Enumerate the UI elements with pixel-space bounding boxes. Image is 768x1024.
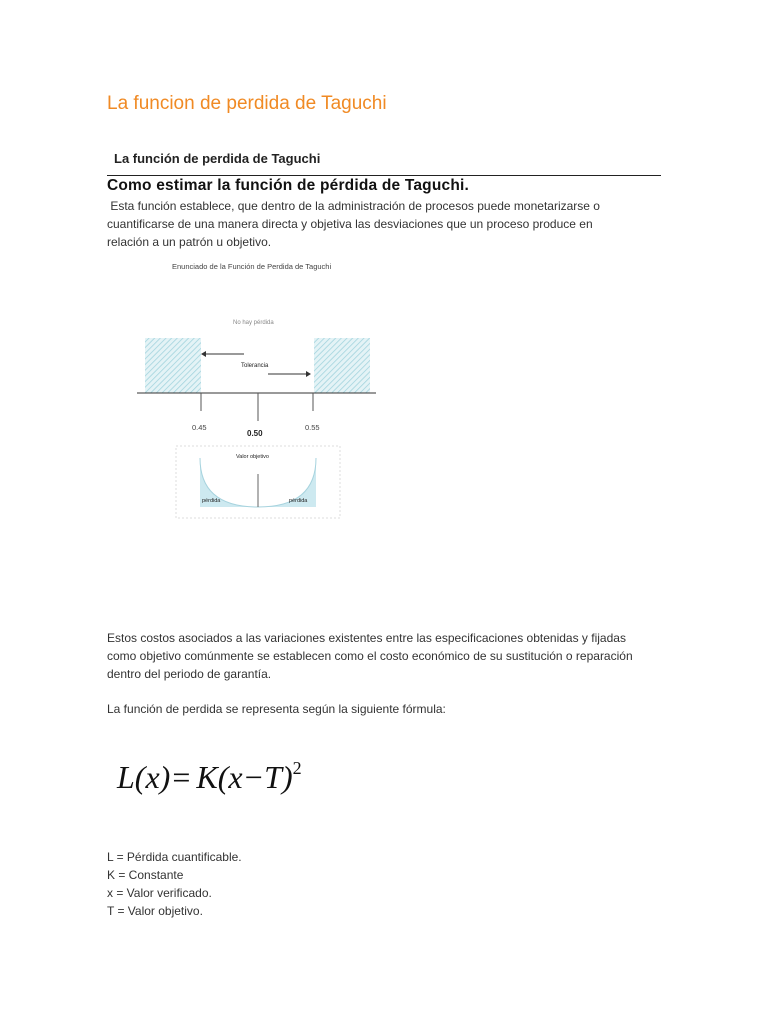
lower-value: 0.45 (192, 423, 207, 432)
target-value: 0.50 (247, 429, 263, 438)
definition-item: x = Valor verificado. (107, 886, 212, 900)
page-title: La funcion de perdida de Taguchi (107, 93, 387, 114)
definition-item: T = Valor objetivo. (107, 904, 203, 918)
subtitle: La función de perdida de Taguchi (114, 151, 321, 166)
paragraph-line: relación a un patrón u objetivo. (107, 235, 272, 249)
paragraph-costs (107, 629, 667, 683)
formula-lhs: L(x) (117, 759, 171, 795)
definition-item: L = Pérdida cuantificable. (107, 850, 242, 864)
upper-value: 0.55 (305, 423, 320, 432)
definitions-list (107, 848, 242, 920)
formula-equals: = (172, 759, 191, 795)
section-heading: Como estimar la función de pérdida de Taguchi. (107, 177, 470, 194)
paragraph-line: Estos costos asociados a las variaciones existentes entre las especificaciones obtenidas y fijadas (107, 631, 626, 645)
right-loss-region (314, 338, 370, 393)
left-arrow-head-icon (201, 351, 206, 357)
target-label: Valor objetivo (236, 454, 269, 460)
figure-caption: Enunciado de la Función de Perdida de Taguchi (172, 262, 332, 271)
formula-rhs: K(x−T) (196, 759, 293, 795)
paragraph-line: como objetivo comúnmente se establecen como el costo económico de su sustitución o reparación (107, 649, 633, 663)
left-loss-region (145, 338, 201, 393)
right-arrow-head-icon (306, 371, 311, 377)
paragraph-line: Esta función establece, que dentro de la administración de procesos puede monetarizarse o (107, 199, 600, 213)
loss-formula (117, 758, 302, 796)
tolerance-label: Tolerancia (241, 363, 269, 369)
left-loss-label: pérdida (202, 498, 221, 504)
paragraph-line: cuantificarse de una manera directa y objetiva las desviaciones que un proceso produce en (107, 217, 593, 231)
formula-exponent: 2 (292, 758, 302, 778)
no-loss-label: No hay pérdida (233, 320, 274, 326)
definition-item: K = Constante (107, 868, 184, 882)
paragraph-line: dentro del periodo de garantía. (107, 667, 272, 681)
right-loss-label: pérdida (289, 498, 308, 504)
paragraph-formula-intro: La función de perdida se representa según la siguiente fórmula: (107, 702, 446, 716)
